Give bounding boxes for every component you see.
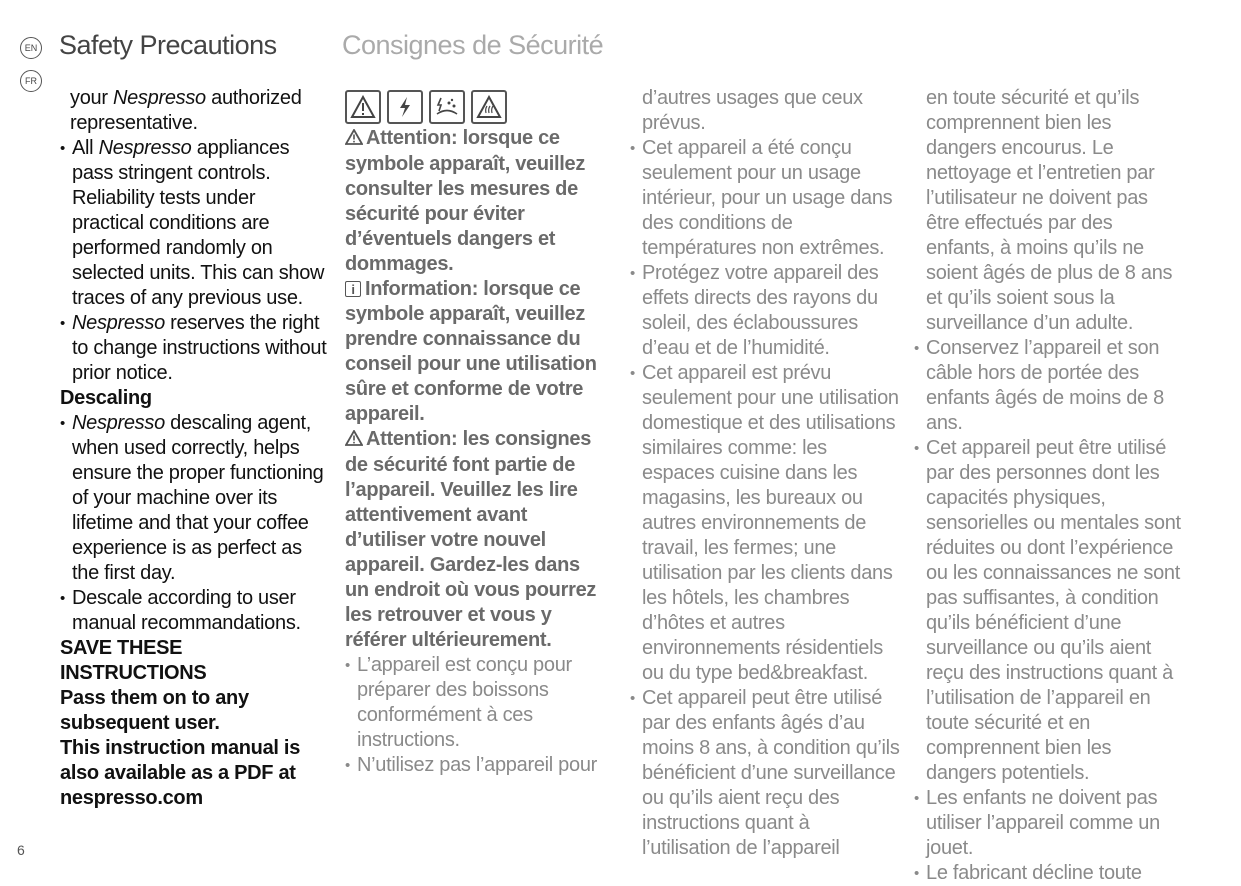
info-icon: i [345, 281, 361, 297]
lang-badge-fr: FR [20, 70, 42, 92]
list-item: • Conservez l’appareil et son câble hors de portée des enfants âgés de moins de 8 ans. [914, 336, 1186, 436]
french-bullets-1 [345, 653, 605, 778]
list-item: • All Nespresso appliances pass stringent controls. Reliability tests under practical conditions are performed randomly on selected units. This can show traces of any previous use. [60, 136, 332, 311]
title-en: Safety Precautions [59, 30, 277, 60]
title-fr: Consignes de Sécurité [342, 30, 604, 60]
lang-badge-en: EN [20, 37, 42, 59]
list-item: • Le fabricant décline toute [914, 861, 1186, 886]
safety-icons [345, 90, 605, 124]
column-french-2 [630, 86, 900, 861]
list-item: • N’utilisez pas l’appareil pour [345, 753, 605, 778]
column-french-1 [345, 86, 605, 778]
attention-notice-1: Attention: lorsque ce symbole apparaît, veuillez consulter les mesures de sécurité pour éviter d’éventuels dangers et dommages. [345, 127, 586, 275]
warning-triangle-icon [345, 127, 363, 152]
hot-surface-icon [471, 90, 507, 124]
list-item: • Descale according to user manual recommandations. [60, 586, 332, 636]
save-instructions: SAVE THESE INSTRUCTIONS [60, 637, 207, 684]
list-item: • Cet appareil peut être utilisé par des personnes dont les capacités physiques, sensorielles ou mentales sont réduites ou dont l’expérience ou les connaissances ne sont pas suffisantes, à condition qu’ils bénéficient d’une surveillance ou qu’ils aient reçu des instructions quant à l’utilisation de l’appareil en toute sécurité et en comprennent bien les dangers potentiels. [914, 436, 1186, 786]
list-item: • Les enfants ne doivent pas utiliser l’appareil comme un jouet. [914, 786, 1186, 861]
information-notice: i Information: lorsque ce symbole apparaît, veuillez prendre connaissance du conseil pour une utilisation sûre et conforme de votre appareil. [345, 278, 597, 425]
list-item: • Protégez votre appareil des effets directs des rayons du soleil, des éclaboussures d’eau et de l’humidité. [630, 261, 900, 361]
warning-triangle-icon [345, 90, 381, 124]
pass-on-note: Pass them on to any subsequent user. [60, 687, 249, 734]
warning-triangle-icon [345, 428, 363, 453]
intro-continuation: your Nespresso authorized representative. [70, 87, 302, 134]
page-number: 6 [17, 842, 25, 858]
descaling-heading: Descaling [60, 387, 152, 409]
pdf-note: This instruction manual is also available as a PDF at nespresso.com [60, 737, 301, 809]
attention-notice-2: Attention: les consignes de sécurité font partie de l’appareil. Veuillez les lire attentivement avant d’utiliser votre nouvel appareil. Gardez-les dans un endroit où vous pourrez les retrouver et vous y référer ultérieurement. [345, 428, 597, 651]
list-item: • Nespresso reserves the right to change instructions without prior notice. [60, 311, 332, 386]
continuation-text: en toute sécurité et qu’ils comprennent bien les dangers encourus. Le nettoyage et l’entretien par l’utilisateur ne doivent pas être effectués par des enfants, à moins qu’ils ne soient âgés de plus de 8 ans et qu’ils soient sous la surveillance d’un adulte. [926, 87, 1173, 334]
descaling-bullets [60, 411, 332, 636]
column-english [60, 86, 332, 811]
list-item: • Nespresso descaling agent, when used correctly, helps ensure the proper functioning of your machine over its lifetime and that your coffee experience is as perfect as the first day. [60, 411, 332, 586]
column-french-3 [914, 86, 1186, 886]
list-item: • Cet appareil peut être utilisé par des enfants âgés d’au moins 8 ans, à condition qu’ils bénéficient d’une surveillance ou qu’ils aient reçu des instructions quant à l’utilisation de l’appareil [630, 686, 900, 861]
list-item: • Cet appareil a été conçu seulement pour un usage intérieur, pour un usage dans des conditions de températures non extrêmes. [630, 136, 900, 261]
water-splash-icon [429, 90, 465, 124]
french-bullets-3 [914, 336, 1186, 886]
list-item: • Cet appareil est prévu seulement pour une utilisation domestique et des utilisations similaires comme: les espaces cuisine dans les magasins, les bureaux ou autres environnements de travail, les fermes; une utilisation par les clients dans les hôtels, les chambres d’hôtes et autres environnements résidentiels ou du type bed&breakfast. [630, 361, 900, 686]
continuation-text: d’autres usages que ceux prévus. [642, 87, 863, 134]
english-bullets [60, 136, 332, 386]
french-bullets-2 [630, 136, 900, 861]
list-item: • L’appareil est conçu pour préparer des boissons conformément à ces instructions. [345, 653, 605, 753]
electric-bolt-icon [387, 90, 423, 124]
